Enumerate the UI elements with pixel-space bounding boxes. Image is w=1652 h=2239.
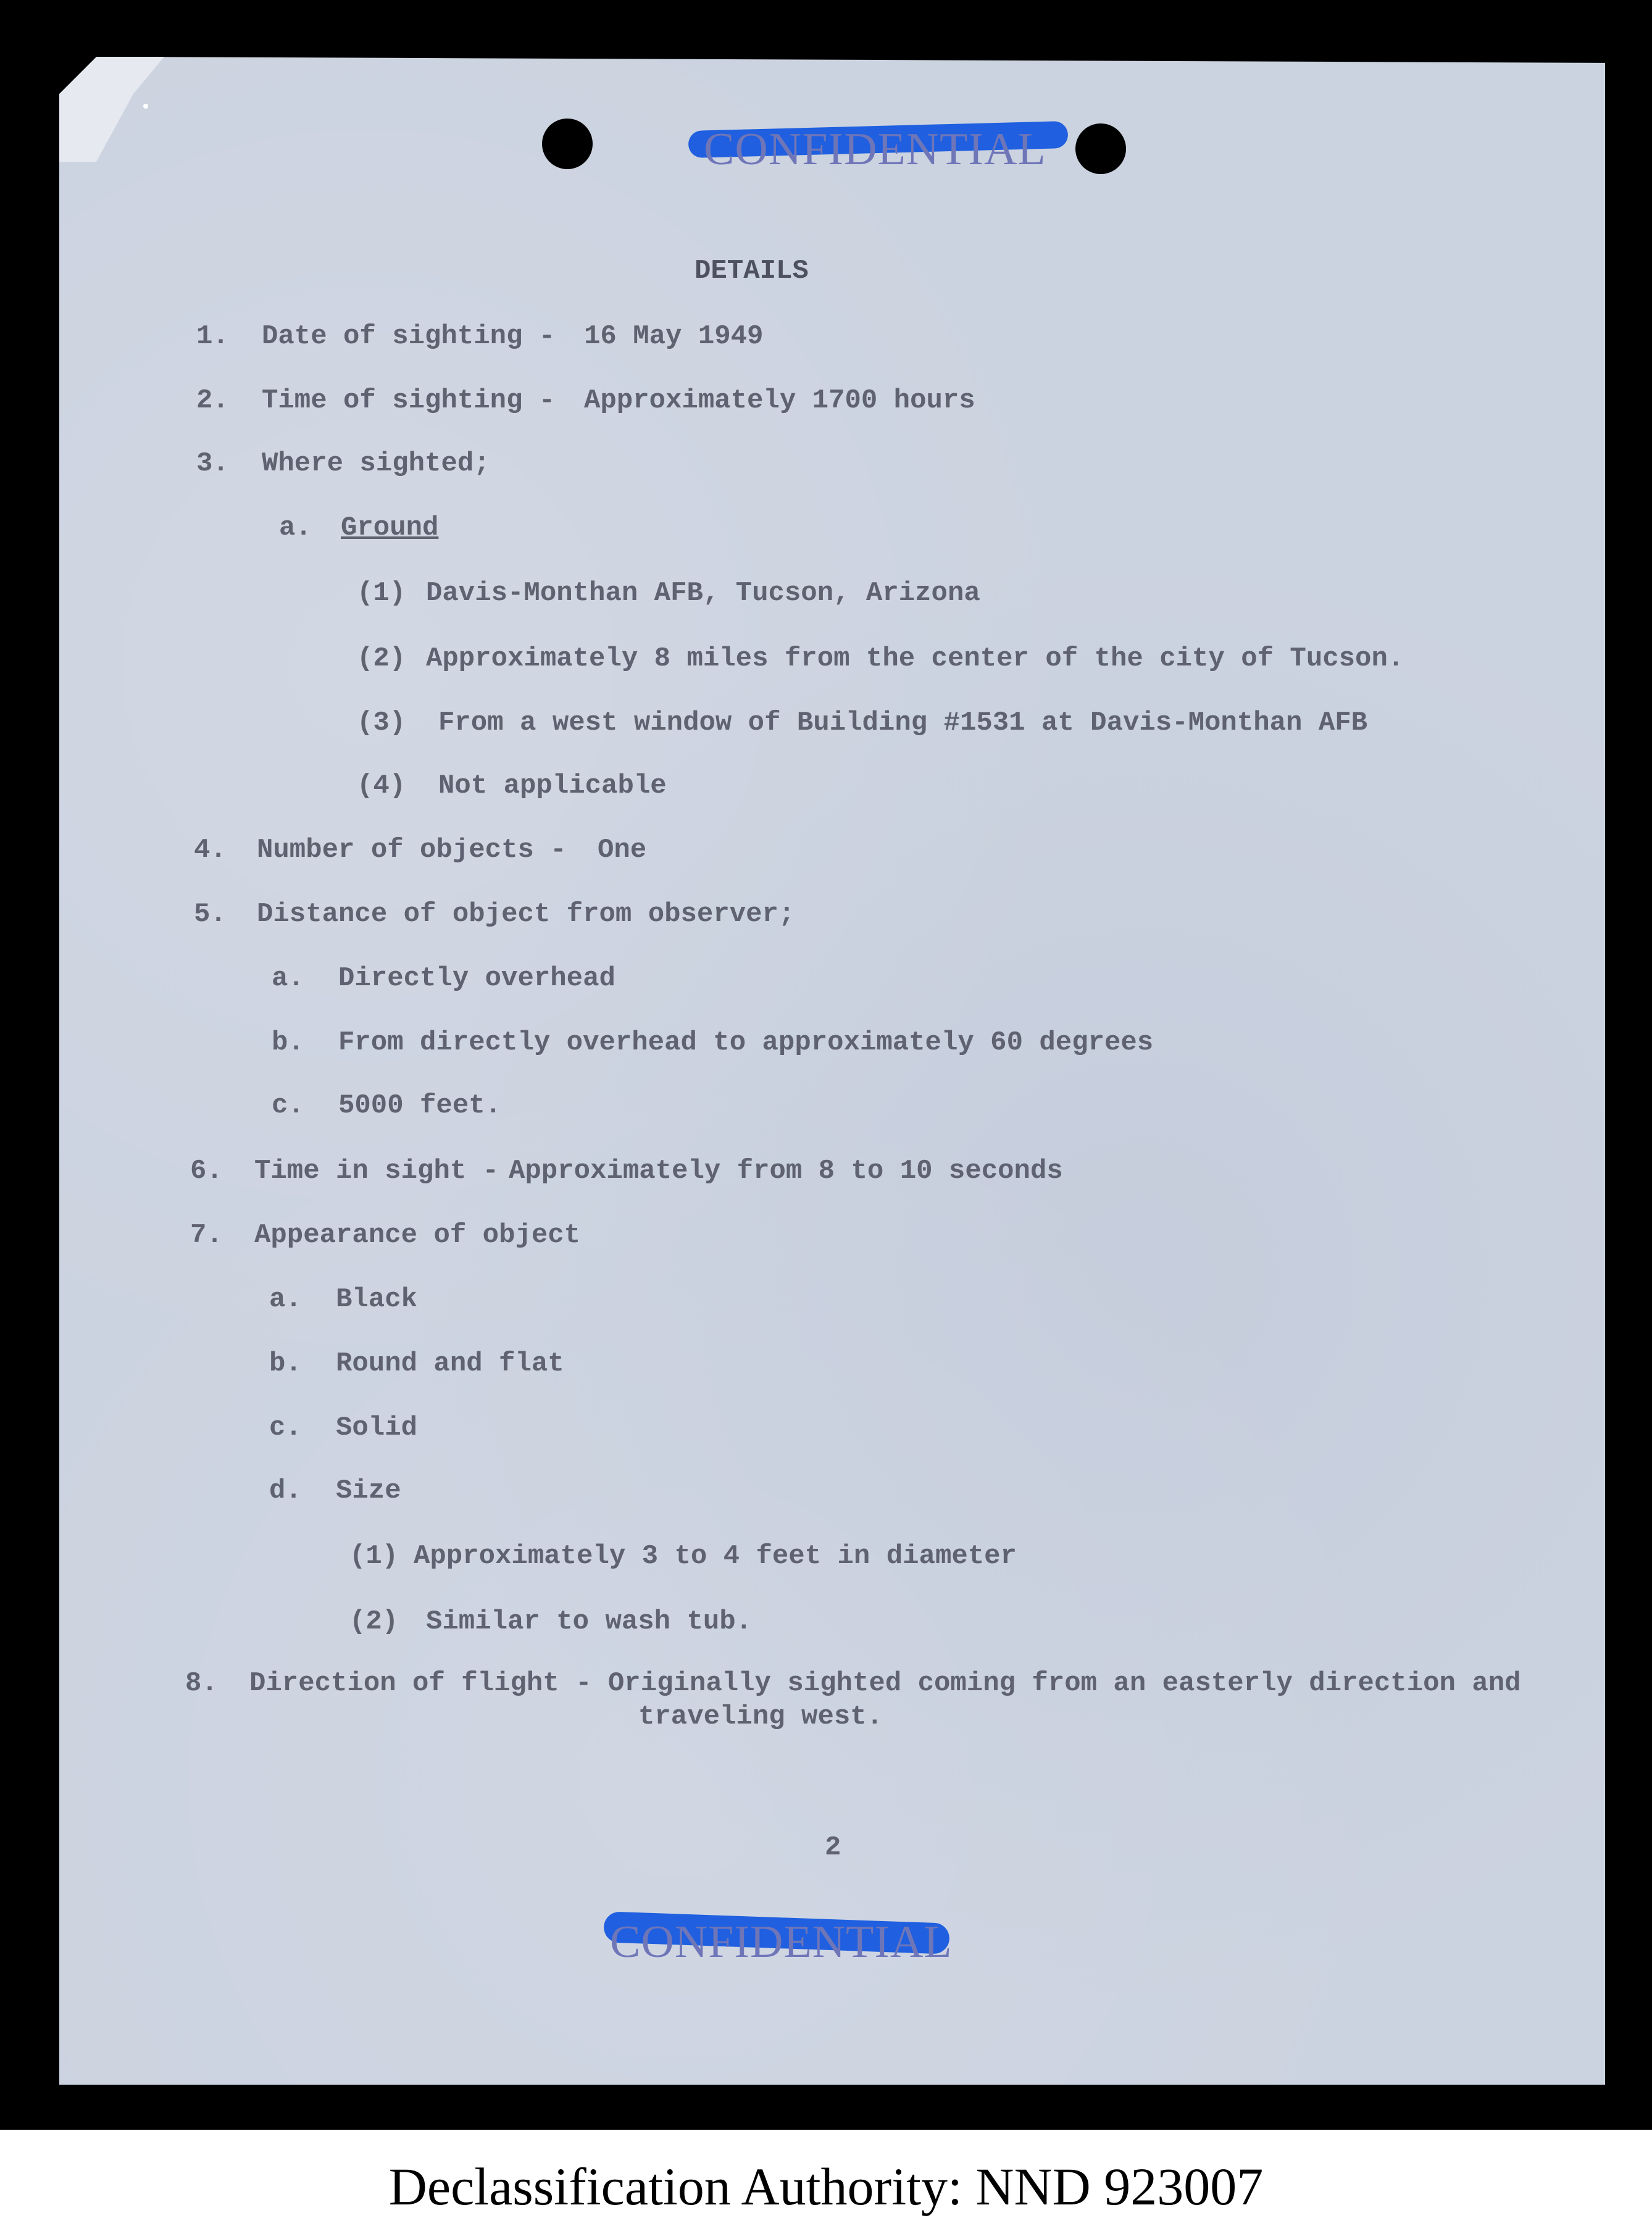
- declassification-authority: Declassification Authority: NND 923007: [388, 2157, 1264, 2216]
- item-3-sub-1-text: Davis-Monthan AFB, Tucson, Arizona: [426, 578, 980, 609]
- item-5-label: Distance of object from observer;: [257, 899, 795, 930]
- item-2-label: Time of sighting -: [262, 385, 556, 416]
- item-3-sub-1-num: (1): [357, 578, 406, 609]
- item-7-size-2-text: Similar to wash tub.: [426, 1606, 753, 1637]
- item-7c-text: Solid: [336, 1412, 418, 1443]
- item-7c-letter: c.: [269, 1412, 302, 1443]
- item-7-number: 7.: [190, 1220, 223, 1251]
- item-7-size-1-text: Approximately 3 to 4 feet in diameter: [414, 1541, 1017, 1572]
- item-5-number: 5.: [194, 899, 227, 930]
- item-7b-text: Round and flat: [336, 1348, 564, 1379]
- item-4-number: 4.: [194, 835, 227, 865]
- item-4-label: Number of objects -: [257, 835, 567, 865]
- item-7-size-2-num: (2): [349, 1606, 399, 1637]
- item-7a-letter: a.: [269, 1284, 302, 1315]
- item-8-number: 8.: [185, 1668, 218, 1699]
- item-6-number: 6.: [190, 1156, 223, 1186]
- punch-hole-right: [1075, 123, 1126, 174]
- item-3-sub-4-num: (4): [357, 770, 406, 801]
- item-3-label: Where sighted;: [262, 448, 490, 479]
- item-2-value: Approximately 1700 hours: [584, 385, 975, 416]
- item-3-sub-2-num: (2): [357, 643, 406, 674]
- item-2-number: 2.: [196, 385, 229, 416]
- item-5a-letter: a.: [272, 963, 304, 994]
- item-7a-text: Black: [336, 1284, 418, 1315]
- item-6-label: Time in sight -: [254, 1156, 499, 1186]
- item-7-size-1-num: (1): [349, 1541, 399, 1572]
- item-8-line-1: Direction of flight - Originally sighted coming from an easterly direction and: [249, 1668, 1521, 1699]
- punch-hole-left: [542, 119, 593, 169]
- item-3a-text: Ground: [341, 512, 439, 543]
- item-3-sub-3-num: (3): [357, 707, 406, 738]
- item-7d-text: Size: [336, 1475, 401, 1506]
- item-7d-letter: d.: [269, 1475, 302, 1506]
- item-3-sub-3-text: From a west window of Building #1531 at Davis-Monthan AFB: [438, 707, 1368, 738]
- item-3-sub-2-text: Approximately 8 miles from the center of the city of Tucson.: [426, 643, 1404, 674]
- torn-corner: [59, 57, 164, 162]
- item-7-label: Appearance of object: [254, 1220, 581, 1251]
- item-6-value: Approximately from 8 to 10 seconds: [509, 1156, 1063, 1186]
- item-7b-letter: b.: [269, 1348, 302, 1379]
- item-8-line-2: traveling west.: [638, 1701, 883, 1732]
- page-number: 2: [825, 1832, 841, 1863]
- item-1-number: 1.: [196, 321, 229, 352]
- item-5a-text: Directly overhead: [338, 963, 615, 994]
- document-page: [59, 57, 1605, 2085]
- item-3a-letter: a.: [279, 512, 312, 543]
- item-3-sub-4-text: Not applicable: [438, 770, 667, 801]
- item-5c-text: 5000 feet.: [338, 1090, 502, 1121]
- item-4-value: One: [598, 835, 647, 865]
- item-5b-text: From directly overhead to approximately 60 degrees: [338, 1027, 1154, 1058]
- item-1-label: Date of sighting -: [262, 321, 556, 352]
- item-5c-letter: c.: [272, 1090, 304, 1121]
- footer-bar: [0, 2130, 1652, 2239]
- document-heading: DETAILS: [695, 256, 809, 286]
- confidential-stamp-top: CONFIDENTIAL: [704, 124, 1046, 175]
- item-1-value: 16 May 1949: [584, 321, 764, 352]
- item-5b-letter: b.: [272, 1027, 304, 1058]
- confidential-stamp-bottom: CONFIDENTIAL: [610, 1917, 953, 1967]
- item-3-number: 3.: [196, 448, 229, 479]
